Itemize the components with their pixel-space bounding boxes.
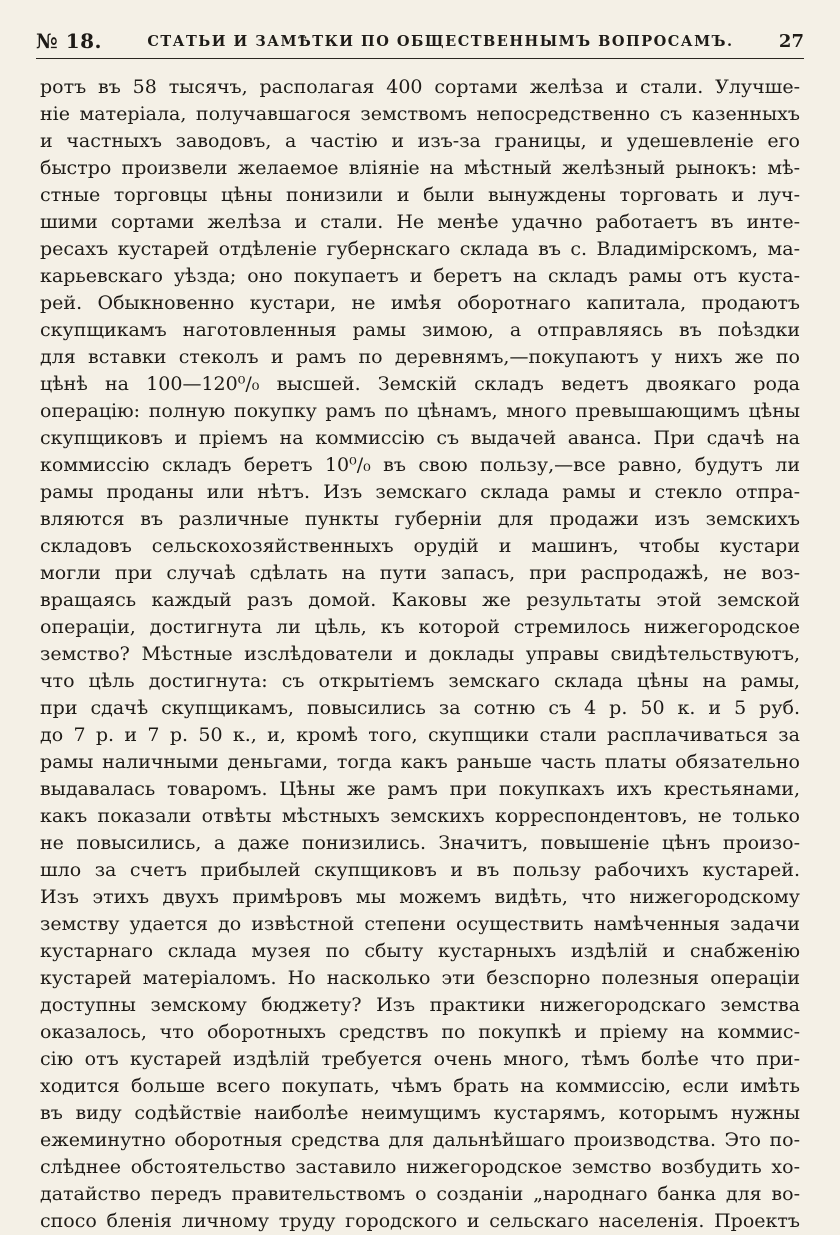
- text-line: не повысились, а даже понизились. Значитъ, повышеніе цѣнъ произо-: [40, 832, 800, 854]
- text-line: операціи, достигнута ли цѣль, къ которой стремилось нижегородское: [40, 616, 800, 638]
- text-line: выдавалась товаромъ. Цѣны же рамъ при покупкахъ ихъ крестьянами,: [40, 778, 800, 800]
- page-header: [36, 26, 804, 56]
- text-line: Изъ этихъ двухъ примѣровъ мы можемъ видѣть, что нижегородскому: [40, 886, 800, 908]
- text-line: складовъ сельскохозяйственныхъ орудій и машинъ, чтобы кустари: [40, 535, 800, 557]
- text-line: скупщиковъ и пріемъ на коммиссію съ выдачей аванса. При сдачѣ на: [40, 427, 800, 449]
- text-line: коммиссію складъ беретъ 10⁰/₀ въ свою пользу,—все равно, будутъ ли: [40, 454, 800, 476]
- text-line: кустарнаго склада музея по сбыту кустарныхъ издѣлій и снабженію: [40, 940, 800, 962]
- text-line: спосо бленія личному труду городского и сельскаго населенія. Проектъ: [40, 1210, 800, 1232]
- text-line: въ виду содѣйствіе наиболѣе неимущимъ кустарямъ, которымъ нужны: [40, 1102, 800, 1124]
- issue-number: № 18.: [36, 29, 102, 53]
- header-rule: [36, 58, 804, 59]
- text-line: рей. Обыкновенно кустари, не имѣя оборотнаго капитала, продаютъ: [40, 292, 800, 314]
- text-line: ходится больше всего покупать, чѣмъ брать на коммиссію, если имѣть: [40, 1075, 800, 1097]
- text-line: рамы проданы или нѣтъ. Изъ земскаго склада рамы и стекло отпра-: [40, 481, 800, 503]
- text-line: при сдачѣ скупщикамъ, повысились за сотню съ 4 р. 50 к. и 5 руб.: [40, 697, 800, 719]
- text-line: шло за счетъ прибылей скупщиковъ и въ пользу рабочихъ кустарей.: [40, 859, 800, 881]
- text-line: кустарей матеріаломъ. Но насколько эти безспорно полезныя операціи: [40, 967, 800, 989]
- text-line: цѣнѣ на 100—120⁰/₀ высшей. Земскій складъ ведетъ двоякаго рода: [40, 373, 800, 395]
- text-line: датайство передъ правительствомъ о созданіи „народнаго банка для во-: [40, 1183, 800, 1205]
- text-line: операцію: полную покупку рамъ по цѣнамъ, много превышающимъ цѣны: [40, 400, 800, 422]
- text-line: слѣднее обстоятельство заставило нижегородское земство возбудить хо-: [40, 1156, 800, 1178]
- text-line: земству удается до извѣстной степени осуществить намѣченныя задачи: [40, 913, 800, 935]
- text-line: быстро произвели желаемое вліяніе на мѣстный желѣзный рынокъ: мѣ-: [40, 157, 800, 179]
- text-line: оказалось, что оборотныхъ средствъ по покупкѣ и пріему на коммис-: [40, 1021, 800, 1043]
- text-line: стные торговцы цѣны понизили и были вынуждены торговать и луч-: [40, 184, 800, 206]
- running-title: СТАТЬИ И ЗАМѢТКИ ПО ОБЩЕСТВЕННЫМЪ ВОПРОСАМЪ.: [147, 32, 734, 50]
- page-number: 27: [778, 30, 804, 52]
- text-line: какъ показали отвѣты мѣстныхъ земскихъ корреспондентовъ, не только: [40, 805, 800, 827]
- body-text: [40, 74, 800, 1235]
- text-line: вляются въ различные пункты губерніи для продажи изъ земскихъ: [40, 508, 800, 530]
- text-line: до 7 р. и 7 р. 50 к., и, кромѣ того, скупщики стали расплачиваться за: [40, 724, 800, 746]
- text-line: что цѣль достигнута: съ открытіемъ земскаго склада цѣны на рамы,: [40, 670, 800, 692]
- text-line: доступны земскому бюджету? Изъ практики нижегородскаго земства: [40, 994, 800, 1016]
- text-line: скупщикамъ наготовленныя рамы зимою, а отправляясь въ поѣздки: [40, 319, 800, 341]
- text-line: сію отъ кустарей издѣлій требуется очень много, тѣмъ болѣе что при-: [40, 1048, 800, 1070]
- text-line: вращаясь каждый разъ домой. Каковы же результаты этой земской: [40, 589, 800, 611]
- text-line: могли при случаѣ сдѣлать на пути запасъ, при распродажѣ, не воз-: [40, 562, 800, 584]
- text-line: для вставки стеколъ и рамъ по деревнямъ,—покупаютъ у нихъ же по: [40, 346, 800, 368]
- text-line: земство? Мѣстные изслѣдователи и доклады управы свидѣтельствуютъ,: [40, 643, 800, 665]
- text-line: шими сортами желѣза и стали. Не менѣе удачно работаетъ въ инте-: [40, 211, 800, 233]
- text-line: ежеминутно оборотныя средства для дальнѣйшаго производства. Это по-: [40, 1129, 800, 1151]
- text-line: ніе матеріала, получавшагося земствомъ непосредственно съ казенныхъ: [40, 103, 800, 125]
- text-line: ресахъ кустарей отдѣленіе губернскаго склада въ с. Владимірскомъ, ма-: [40, 238, 800, 260]
- text-line: рамы наличными деньгами, тогда какъ раньше часть платы обязательно: [40, 751, 800, 773]
- text-line: ротъ въ 58 тысячъ, располагая 400 сортами желѣза и стали. Улучше-: [40, 76, 800, 98]
- text-line: и частныхъ заводовъ, а частію и изъ-за границы, и удешевленіе его: [40, 130, 800, 152]
- text-line: карьевскаго уѣзда; оно покупаетъ и беретъ на складъ рамы отъ куста-: [40, 265, 800, 287]
